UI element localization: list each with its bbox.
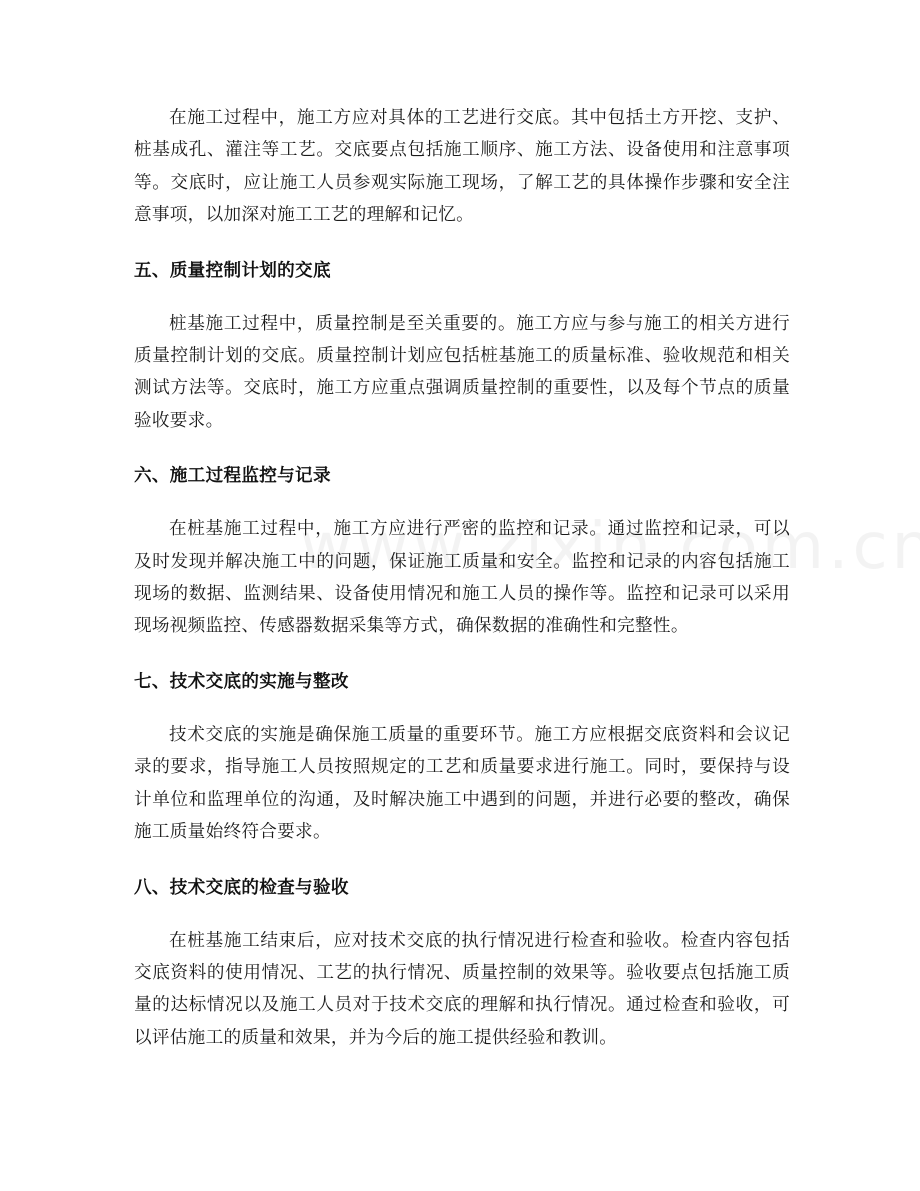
paragraph-section-5: 桩基施工过程中，质量控制是至关重要的。施工方应与参与施工的相关方进行质量控制计划的交底。质量控制计划应包括桩基施工的质量标准、验收规范和相关测试方法等。交底时，施工方应重点强调质量控制的重要性，以及每个节点的质量验收要求。 <box>134 313 790 431</box>
section-heading-5: 五、质量控制计划的交底 <box>134 260 331 281</box>
paragraph-section-7: 技术交底的实施是确保施工质量的重要环节。施工方应根据交底资料和会议记录的要求，指导施工人员按照规定的工艺和质量要求进行施工。同时，要保持与设计单位和监理单位的沟通，及时解决施工中遇到的问题，并进行必要的整改，确保施工质量始终符合要求。 <box>134 724 790 843</box>
document-body <box>134 102 790 1054</box>
paragraph-intro: 在施工过程中，施工方应对具体的工艺进行交底。其中包括土方开挖、支护、桩基成孔、灌注等工艺。交底要点包括施工顺序、施工方法、设备使用和注意事项等。交底时，应让施工人员参观实际施工现场，了解工艺的具体操作步骤和安全注意事项，以加深对施工工艺的理解和记忆。 <box>134 108 790 226</box>
section-heading-6: 六、施工过程监控与记录 <box>134 466 331 487</box>
paragraph-section-8: 在桩基施工结束后，应对技术交底的执行情况进行检查和验收。检查内容包括交底资料的使用情况、工艺的执行情况、质量控制的效果等。验收要点包括施工质量的达标情况以及施工人员对于技术交底的理解和执行情况。通过检查和验收，可以评估施工的质量和效果，并为今后的施工提供经验和教训。 <box>134 930 790 1048</box>
section-heading-7: 七、技术交底的实施与整改 <box>134 671 349 692</box>
section-heading-8: 八、技术交底的检查与验收 <box>134 877 349 898</box>
paragraph-section-6: 在桩基施工过程中，施工方应进行严密的监控和记录。通过监控和记录，可以及时发现并解决施工中的问题，保证施工质量和安全。监控和记录的内容包括施工现场的数据、监测结果、设备使用情况和施工人员的操作等。监控和记录可以采用现场视频监控、传感器数据采集等方式，确保数据的准确性和完整性。 <box>134 519 790 637</box>
